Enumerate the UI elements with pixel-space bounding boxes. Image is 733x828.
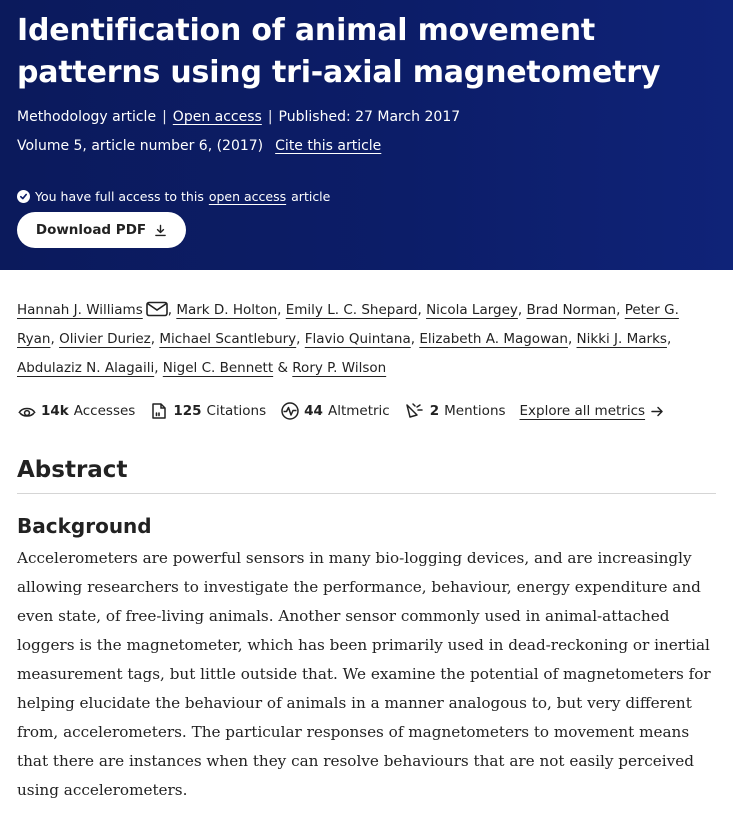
article-title: Identification of animal movement patterns using tri-axial magnetometry xyxy=(17,13,661,90)
metric-accesses xyxy=(17,401,135,421)
access-suffix: article xyxy=(291,189,331,204)
author-link[interactable]: Rory P. Wilson xyxy=(292,360,387,376)
author-link[interactable]: Emily L. C. Shepard xyxy=(285,302,418,318)
altmetric-value: 44 xyxy=(304,403,323,419)
volume-info: Volume 5, article number 6, (2017) xyxy=(17,138,264,154)
article-type: Methodology article xyxy=(17,109,157,125)
download-pdf-button[interactable] xyxy=(17,212,186,248)
altmetric-label: Altmetric xyxy=(327,403,390,419)
background-heading: Background xyxy=(17,514,152,538)
accesses-label: Accesses xyxy=(73,403,136,419)
meta-separator: | xyxy=(267,109,273,125)
access-notice xyxy=(17,189,716,204)
author-link[interactable]: Olivier Duriez xyxy=(59,331,151,347)
article-volume-row xyxy=(17,136,716,156)
cite-article-link[interactable]: Cite this article xyxy=(275,138,382,154)
explore-metrics-link[interactable] xyxy=(520,403,665,419)
meta-separator: | xyxy=(162,109,167,125)
check-circle-icon xyxy=(17,190,30,203)
arrow-right-icon xyxy=(651,406,664,417)
published-date: Published: 27 March 2017 xyxy=(278,109,461,125)
open-access-link[interactable]: Open access xyxy=(172,109,262,125)
access-prefix: You have full access to this xyxy=(35,189,204,204)
author-link[interactable]: Michael Scantlebury xyxy=(159,331,297,347)
author-link[interactable]: Mark D. Holton xyxy=(176,302,278,318)
megaphone-icon xyxy=(404,401,426,421)
eye-icon xyxy=(17,401,37,421)
explore-metrics-label: Explore all metrics xyxy=(519,403,646,419)
author-link[interactable]: Brad Norman xyxy=(526,302,617,318)
author-link[interactable]: Nicola Largey xyxy=(426,302,518,318)
author-link[interactable]: Abdulaziz N. Alagaili xyxy=(17,360,155,376)
author-link[interactable]: Flavio Quintana xyxy=(304,331,411,347)
mentions-value: 2 xyxy=(429,403,440,419)
background-text: Accelerometers are powerful sensors in many bio-logging devices, and are increasingly allowing researchers to investigate the performance, behaviour, energy expenditure and even state, of free-living animals. Another sensor commonly used in animal-attached loggers is the magnetometer, which has been primarily used in dead-reckoning or inertial measurement tags, but little outside that. We examine the potential of magnetometers for helping elucidate the behaviour of animals in a manner analogous to, but very different from, accelerometers. The particular responses of magnetometers to movement means that there are instances when they can resolve behaviours that are not easily perceived using accelerometers. xyxy=(17,549,711,799)
abstract-heading: Abstract xyxy=(17,457,716,494)
citations-label: Citations xyxy=(206,403,267,419)
author-link[interactable]: Nigel C. Bennett xyxy=(162,360,274,376)
author-list: Hannah J. Williams , Mark D. Holton, Emily L. C. Shepard, Nicola Largey, Brad Norman, Peter G. Ryan, Olivier Duriez, Michael Scantlebury, Flavio Quintana, Elizabeth A. Magowan, Nikki J. Marks, Abdulaziz N. Alagaili, Nigel C. Bennett & Rory P. Wilson xyxy=(17,302,679,376)
activity-pulse-icon xyxy=(280,401,300,421)
metric-citations xyxy=(149,401,266,421)
open-access-info-link[interactable]: open access xyxy=(208,189,287,204)
article-meta xyxy=(17,107,716,127)
mentions-label: Mentions xyxy=(444,403,506,419)
author-link[interactable]: Hannah J. Williams xyxy=(17,302,143,318)
metric-altmetric xyxy=(280,401,390,421)
article-metrics xyxy=(0,401,733,421)
mail-icon[interactable] xyxy=(146,301,168,317)
author-link[interactable]: Elizabeth A. Magowan xyxy=(419,331,568,347)
metric-mentions xyxy=(404,401,506,421)
citations-value: 125 xyxy=(173,403,202,419)
article-header xyxy=(0,0,733,270)
author-link[interactable]: Peter G. Ryan xyxy=(17,302,679,347)
download-icon xyxy=(154,224,167,237)
accesses-value: 14k xyxy=(41,403,69,419)
download-pdf-label: Download PDF xyxy=(35,222,147,238)
author-link[interactable]: Nikki J. Marks xyxy=(576,331,667,347)
document-quote-icon xyxy=(149,401,169,421)
